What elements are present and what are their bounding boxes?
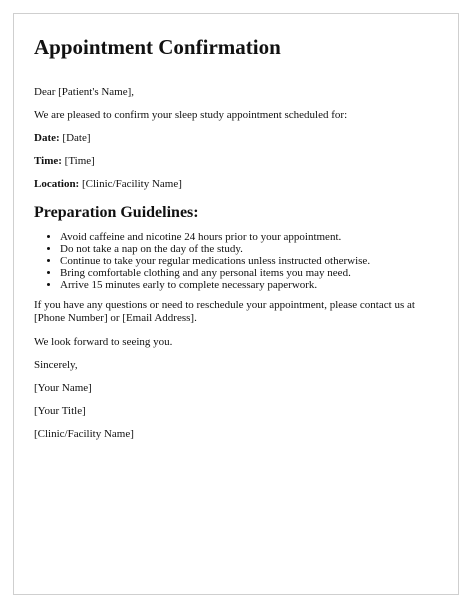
time-line bbox=[34, 155, 95, 168]
closing-sentence: We look forward to seeing you. bbox=[34, 336, 173, 348]
list-item: • Continue to take your regular medications unless instructed otherwise. bbox=[60, 255, 370, 267]
sender-facility: [Clinic/Facility Name] bbox=[34, 428, 134, 440]
contact-line-2: [Phone Number] or [Email Address]. bbox=[34, 312, 197, 324]
list-item: • Do not take a nap on the day of the study. bbox=[60, 243, 370, 255]
sender-title: [Your Title] bbox=[34, 405, 86, 417]
salutation: Dear [Patient's Name], bbox=[34, 86, 135, 98]
date-line bbox=[34, 132, 91, 145]
time-label: Time: bbox=[34, 155, 62, 167]
letter-title: Appointment Confirmation bbox=[34, 35, 281, 59]
contact-line-1: If you have any questions or need to reschedule your appointment, please contact us at bbox=[34, 299, 415, 311]
sign-off: Sincerely, bbox=[34, 359, 78, 371]
guidelines-heading: Preparation Guidelines: bbox=[34, 204, 199, 221]
letter-page bbox=[13, 13, 459, 595]
guidelines-list bbox=[34, 231, 370, 291]
intro-text: We are pleased to confirm your sleep study appointment scheduled for: bbox=[34, 109, 348, 121]
location-label: Location: bbox=[34, 178, 80, 190]
location-line bbox=[34, 178, 182, 191]
sender-name: [Your Name] bbox=[34, 382, 92, 394]
date-value: [Date] bbox=[62, 132, 91, 144]
time-value: [Time] bbox=[64, 155, 95, 167]
list-item: • Avoid caffeine and nicotine 24 hours prior to your appointment. bbox=[60, 231, 370, 243]
date-label: Date: bbox=[34, 132, 60, 144]
location-value: [Clinic/Facility Name] bbox=[81, 178, 182, 190]
list-item: • Bring comfortable clothing and any personal items you may need. bbox=[60, 267, 370, 279]
list-item: • Arrive 15 minutes early to complete necessary paperwork. bbox=[60, 279, 370, 291]
